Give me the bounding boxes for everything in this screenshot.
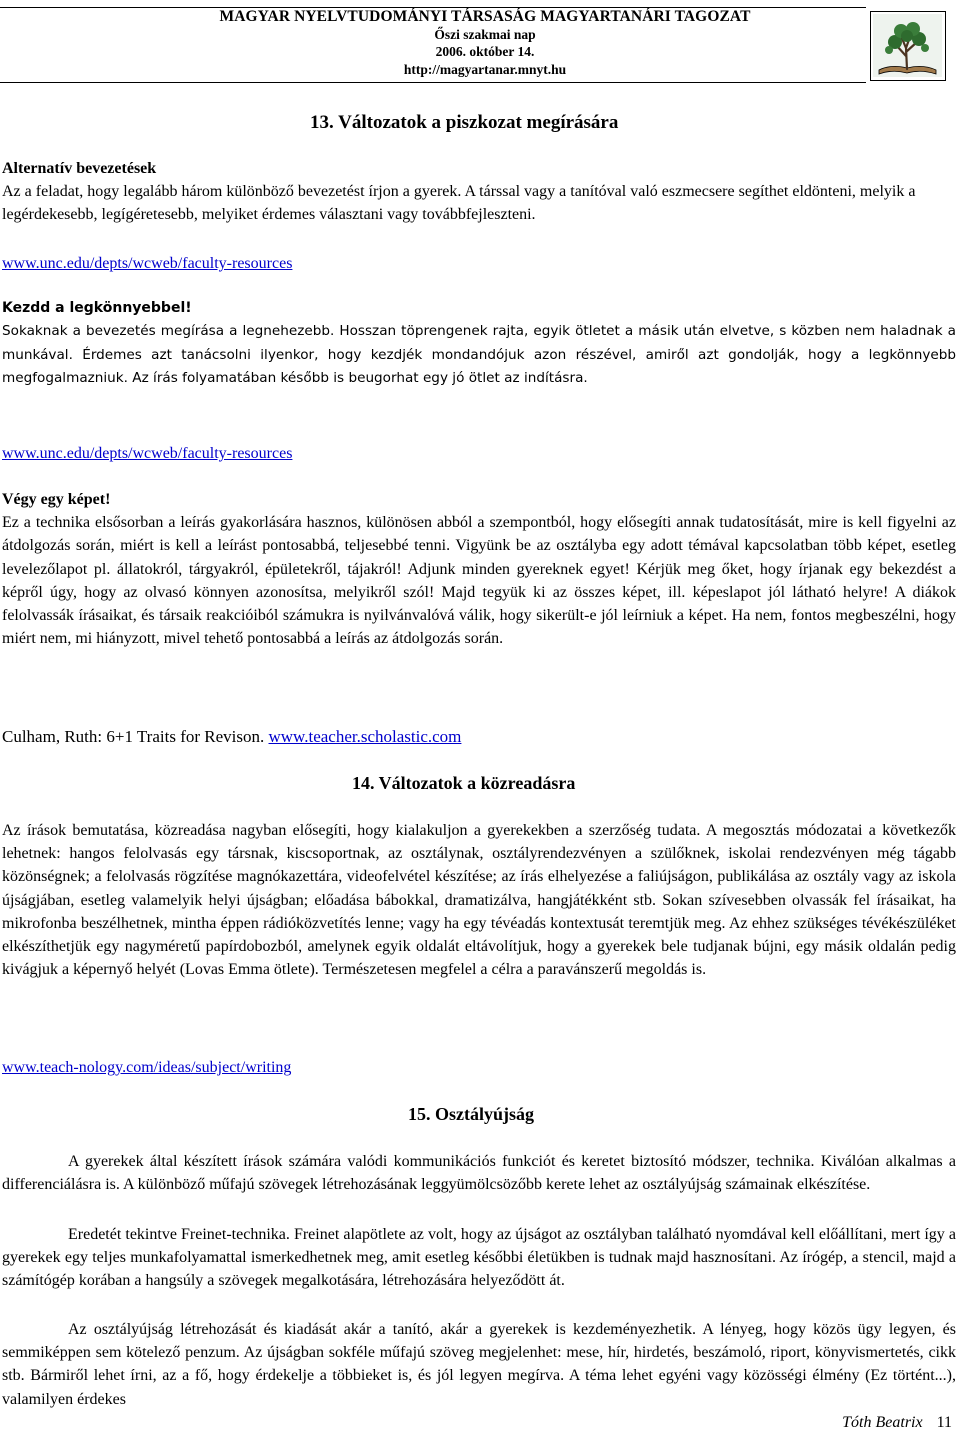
header-top-rule bbox=[0, 7, 866, 8]
section-15-title: 15. Osztályújság bbox=[408, 1104, 534, 1124]
header-url: http://magyartanar.mnyt.hu bbox=[403, 61, 567, 77]
link-row-3 bbox=[2, 1056, 956, 1079]
unc-link-1[interactable]: www.unc.edu/depts/wcweb/faculty-resources bbox=[2, 255, 293, 272]
easy-text: Sokaknak a bevezetés megírása a legnehezebb. Hosszan töprengenek rajta, egyik ötletet a másik után elvetve, s közben nem haladnak a munkával. Érdemes azt tanácsolni ilyenkor, hogy kezdjék mondandójuk azon részével, amiről azt gondolják, hogy a legkönnyebb megfogalmazniuk. Az írás folyamatában később is beugorhat egy jó ötlet az indításra. bbox=[2, 323, 956, 387]
start-easiest bbox=[2, 297, 956, 391]
page-header bbox=[190, 8, 780, 78]
section-14-title: 14. Változatok a közreadásra bbox=[352, 773, 576, 793]
header-organization: MAGYAR NYELVTUDOMÁNYI TÁRSASÁG MAGYARTANÁRI TAGOZAT bbox=[219, 8, 751, 25]
link-row-1 bbox=[2, 252, 956, 275]
link-row-2 bbox=[2, 442, 956, 465]
picture-text: Ez a technika elsősorban a leírás gyakorlására hasznos, különösen abból a szempontból, hogy elősegíti annak tudatosítását, mire is kell figyelni az átdolgozás során, miért is kell a leírást pontosabbá, teljesebbé tenni. Vigyünk be az osztályba egy adott témával kapcsolatban több képet, esetleg levelezőlapot pl. állatokról, tárgyakról, épületekről, tájakról! Adjunk minden gyereknek egyet! Kérjük meg őket, hogy írjanak egy bekezdést a képről úgy, hogy az olvasó könnyen azonosítsa, melyikről szól! Majd tegyük ki az összes képet, ill. képeslapot jól látható helyre! A diákok felolvassák írásaikat, és társaik reakcióiból számukra is nyilvánvalóvá válik, hogy sikerült-e jól leírniuk a képet. Ha nem, fontos megbeszélni, hogy miért nem, mi hiányzott, mivel tehető pontosabbá a leírás az átdolgozás során. bbox=[2, 514, 956, 648]
unc-link-2[interactable]: www.unc.edu/depts/wcweb/faculty-resources bbox=[2, 445, 293, 462]
header-bottom-rule bbox=[0, 82, 866, 83]
take-a-picture bbox=[2, 488, 956, 650]
teach-nology-link[interactable]: www.teach-nology.com/ideas/subject/writing bbox=[2, 1059, 292, 1076]
page-footer bbox=[842, 1414, 952, 1432]
easy-label: Kezdd a legkönnyebbel! bbox=[2, 300, 192, 316]
citation-text: Culham, Ruth: 6+1 Traits for Revison. bbox=[2, 727, 265, 746]
scholastic-link[interactable]: www.teacher.scholastic.com bbox=[268, 727, 462, 746]
alt-intro-label: Alternatív bevezetések bbox=[2, 160, 157, 177]
section-15-paragraph-3: Az osztályújság létrehozását és kiadását akár a tanító, akár a gyerekek is kezdeményezhetik. A lényeg, hogy közös ügy legyen, és semmiképpen sem kötelező penzum. Az újságban sokféle műfajú szöveg megjelenhet: mese, hír, hirdetés, beszámoló, riport, könyvismertetés, cikk stb. Bármiről lehet írni, az a fő, hogy érdekelje a többieket is, és jól legyen megírva. A téma lehet egyéni vagy közösségi élmény (Ez történt...), valamilyen érdekes bbox=[2, 1321, 956, 1408]
header-event: Őszi szakmai nap bbox=[434, 26, 536, 42]
header-date: 2006. október 14. bbox=[435, 44, 535, 59]
section-13-title: 13. Változatok a piszkozat megírására bbox=[310, 112, 619, 133]
alt-intro-text: Az a feladat, hogy legalább három különböző bevezetést írjon a gyerek. A társsal vagy a tanítóval való eszmecsere segíthet eldönteni, melyik a legérdekesebb, legígéretesebb, melyiket érdemes választani vagy továbbfejleszteni. bbox=[2, 183, 916, 224]
section-15-paragraph-1: A gyerekek által készített írások számára valódi kommunikációs funkciót és keretet biztosító módszer, technika. Kiválóan alkalmas a differenciálásra is. A különböző műfajú szövegek létrehozásának leggyümölcsözőbb kerete lehet az osztályújság számainak elkészítése. bbox=[2, 1153, 956, 1194]
picture-label: Végy egy képet! bbox=[2, 491, 111, 508]
footer-author: Tóth Beatrix bbox=[842, 1414, 923, 1431]
section-14-text: Az írások bemutatása, közreadása nagyban elősegíti, hogy kialakuljon a gyerekekben a szerzőség tudata. A megosztás módozatai a következők lehetnek: hangos felolvasás egy társnak, kiscsoportnak, az osztálynak, osztályrendezvényen a szülőknek, iskolai rendezvényen még tágabb közönségnek; a felolvasás rögzítése magnókazettára, videofelvétel készítése; az írás elhelyezése a faliújságon, publikálása az osztály vagy az iskola újságjában, esetleg valamelyik helyi újságban; előadása bábokkal, dramatizálva, hangjátékként stb. Sokan szívesebben olvassák fel írásaikat, ha mikrofonba beszélhetnek, mintha éppen rádióközvetítés lenne; vagy ha egy tévéadás kontextusát teremtjük meg. Az ehhez szükséges tévékészüléket elkészíthetjük egy nagyméretű papírdobozból, amelynek egyik oldalát eltávolítjuk, hogy a gyerekek bele tudjanak bújni, egy másik oldalán pedig kivágjuk a képernyő helyét (Lovas Emma ötlete). Természetesen megfelel a célra a paravánszerű megoldás is. bbox=[2, 822, 956, 979]
alternative-introductions bbox=[2, 157, 956, 227]
tree-logo-icon bbox=[870, 11, 946, 81]
page-number: 11 bbox=[936, 1414, 952, 1431]
section-15-paragraph-2: Eredetét tekintve Freinet-technika. Freinet alapötlete az volt, hogy az újságot az osztályban található nyomdával kell előállítani, mert így a gyerekek egy teljes munkafolyamattal ismerkedhetnek meg, amit esetleg későbbi életükben is tudnak majd hasznosítani. Az írógép, a stencil, majd a számítógép korában a hangsúly a szövegek megalkotására, létrehozására helyeződött át. bbox=[2, 1226, 956, 1290]
citation-row bbox=[2, 725, 956, 748]
